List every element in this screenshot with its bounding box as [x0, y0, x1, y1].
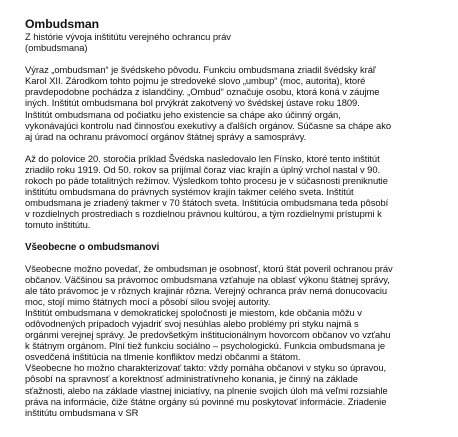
text-line: Inštitút ombudsmana v demokratickej spoločnosti je miestom, kde občania môžu v: [25, 306, 362, 318]
document-body: [25, 17, 453, 418]
text-line: moc, stojí mimo štátnych mocí a pôsobí silou svojej autority.: [25, 295, 271, 307]
text-line: rokoch po páde totalitných režimov. Výsledkom tohto procesu je v súčasnosti preniknutie: [25, 175, 388, 187]
text-line: sťažnosti, alebo na základe vlastnej iniciatívy, na plnenie svojich úloh má veľmi rozsiahle: [25, 384, 388, 396]
text-line: v rozdielnych prostrediach s rozdielnou právnou kultúrou, a tým rozdielnymi prístupmi k: [25, 208, 382, 220]
subtitle-line: (ombudsmana): [25, 42, 88, 54]
text-line: Všeobecne možno povedať, že ombudsman je osobnosť, ktorú štát poveril ochranou práv: [25, 262, 393, 274]
text-line: občanov. Väčšinou sa právomoc ombudsmana vzťahuje na oblasť výkonu štátnej správy,: [25, 273, 390, 285]
text-line: práva na informácie, čiže štátne orgány sú povinné mu poskytovať informácie. Zriadenie: [25, 395, 387, 407]
text-line: orgánmi verejnej správy. Je predovšetkým inštitucionálnym hovorcom občanov vo vzťahu: [25, 329, 391, 341]
text-line: osvedčená inštitúcia na tlmenie konfliktov medzi občanmi a štátom.: [25, 351, 301, 363]
text-line: k štátnym orgánom. Plní tiež funkciu sociálno – psychologickú. Funkcia ombudsmana je: [25, 340, 386, 352]
text-line: aj úrad na ochranu právomocí orgánov štátnej správy a samosprávy.: [25, 130, 307, 142]
subtitle-line: Z histórie vývoja inštitútu verejného ochrancu práv: [25, 31, 231, 42]
text-line: Všeobecne ho možno charakterizovať takto: vždy pomáha občanovi v styku so úpravou,: [25, 362, 387, 374]
text-line: zriadilo roku 1919. Od 50. rokov sa prijímal čoraz viac krajín a úplný vrchol nastal v 90.: [25, 163, 381, 175]
paragraph-general: [25, 263, 453, 418]
text-line: pravdepodobne pochádza z islandčiny. „Ombud“ označuje osobu, ktorá koná v záujme: [25, 86, 380, 98]
document-title: Ombudsman: [25, 17, 100, 31]
text-line: Inštitút ombudsmana od počiatku jeho existencie sa chápe ako účinný orgán,: [25, 108, 341, 120]
text-line: tomuto inštitútu.: [25, 219, 91, 231]
text-line: odôvodnených prípadoch vyjadriť svoj nesúhlas alebo problémy pri styku najmä s: [25, 317, 359, 329]
text-line: ombudsmana je zriadený takmer v 70 štátoch sveta. Inštitúcia ombudsmana teda pôsobí: [25, 197, 389, 209]
section-heading: Všeobecne o ombudsmanovi: [25, 241, 160, 253]
text-line: iných. Inštitút ombudsmana bol prvýkrát zakotvený vo švédskej ústave roku 1809.: [25, 97, 360, 109]
text-line: vykonávajúci kontrolu nad činnosťou exekutívy a ďalších orgánov. Súčasne sa chápe ako: [25, 119, 392, 131]
text-line: inštitútu ombudsmana v SR: [25, 406, 139, 418]
text-line: inštitútu ombudsmana do právnych systémov krajín takmer celého sveta. Inštitút: [25, 186, 354, 198]
paragraph-origin: [25, 64, 453, 142]
text-line: ale táto právomoc je v rôznych krajinár rôzna. Verejný ochranca práv nemá donucovaciu: [25, 284, 388, 296]
text-line: Až do polovice 20. storočia príklad Švédska nasledovalo len Fínsko, ktoré tento inštitút: [25, 152, 380, 164]
paragraph-spread: [25, 153, 453, 231]
text-line: pôsobí na spravnosť a korektnosť administratívneho konania, je činný na základe: [25, 373, 358, 385]
text-line: Karol XII. Zárodkom tohto pojmu je stredoveké slovo „umbup“ (moc, autorita), ktoré: [25, 75, 366, 87]
text-line: Výraz „ombudsman“ je švédskeho pôvodu. Funkciu ombudsmana zriadil švédsky kráľ: [25, 64, 376, 76]
